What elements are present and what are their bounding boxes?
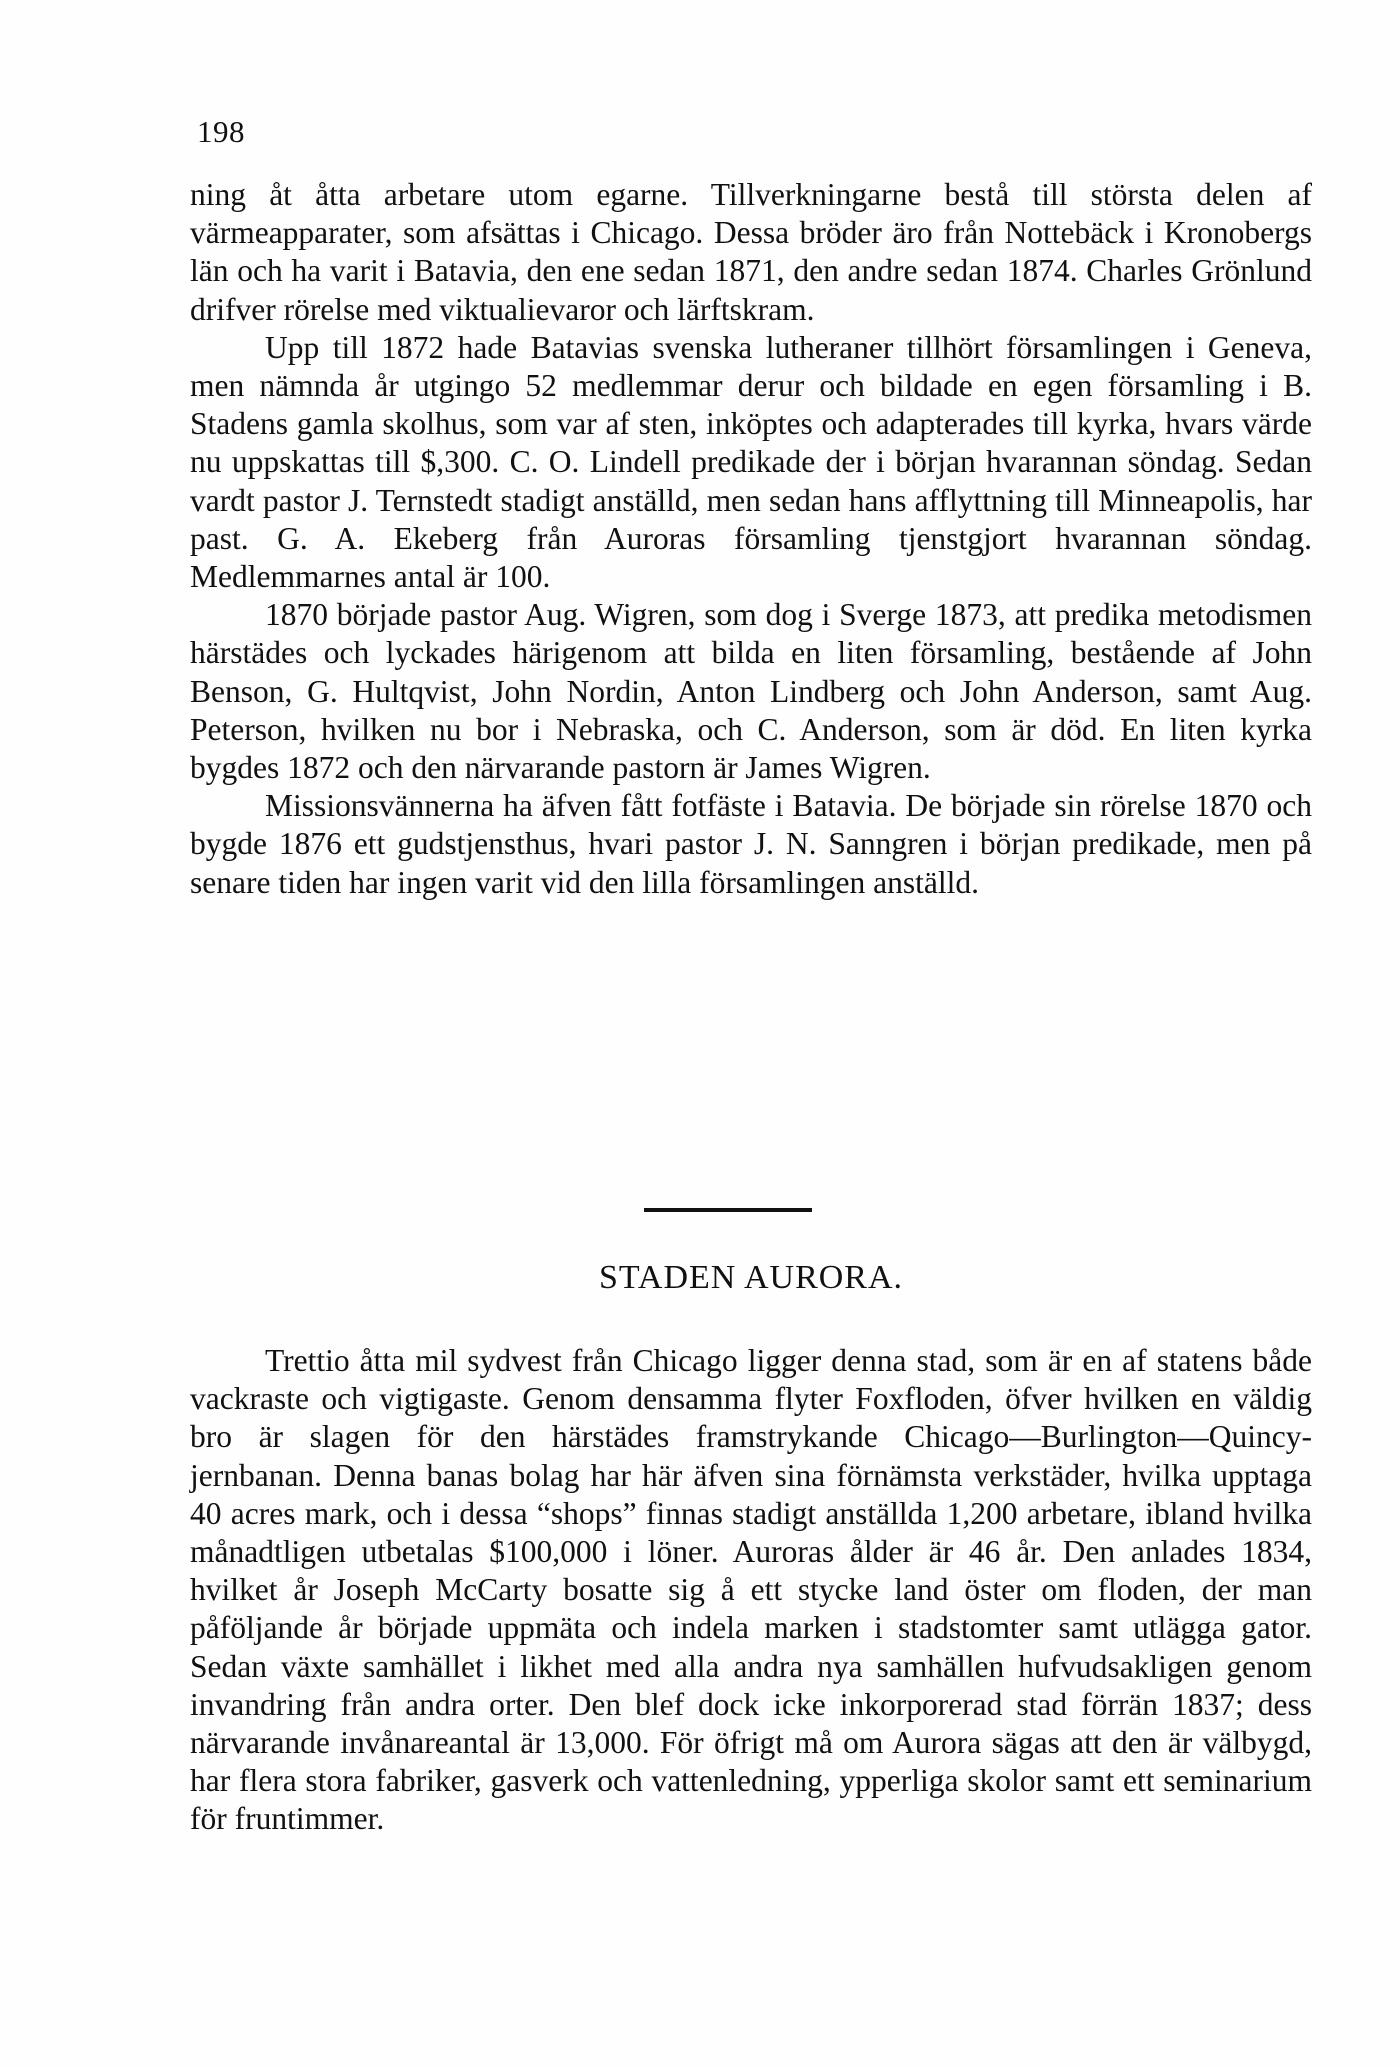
paragraph-methodism: 1870 började pastor Aug. Wigren, som dog i Sverge 1873, att predika metodismen härstädes och lyckades härigenom att bilda en liten församling, bestående af John Benson, G. Hultqvist, John Nordin, Anton Lindberg och John Anderson, samt Aug. Peterson, hvilken nu bor i Nebraska, och C. Anderson, som är död. En liten kyrka bygdes 1872 och den närvarande pastorn är James Wigren.: [190, 597, 1312, 786]
text-block-lower: [190, 1342, 1312, 1839]
text-block-upper: [190, 176, 1312, 902]
section-divider: [644, 1208, 812, 1212]
paragraph-mission-friends: Missionsvännerna ha äfven fått fotfäste i Batavia. De började sin rörelse 1870 och bygde 1876 ett gudstjensthus, hvari pastor J. N. Sanngren i början predikade, men på senare tiden har ingen varit vid den lilla församlingen anställd.: [190, 788, 1312, 900]
paragraph-lutheran-congregation: Upp till 1872 hade Batavias svenska lutheraner tillhört församlingen i Geneva, men nämnda år utgingo 52 medlemmar derur och bildade en egen församling i B. Stadens gamla skolhus, som var af sten, inköptes och adapterades till kyrka, hvars värde nu uppskattas till $,300. C. O. Lindell predikade der i början hvarannan söndag. Sedan vardt pastor J. Ternstedt stadigt anställd, men sedan hans afflyttning till Minneapolis, har past. G. A. Ekeberg från Auroras församling tjenstgjort hvarannan söndag. Medlemmarnes antal är 100.: [190, 329, 1312, 595]
page-number: 198: [197, 114, 245, 149]
paragraph-continued: ning åt åtta arbetare utom egarne. Tillverkningarne bestå till största delen af värmeapparater, som afsättas i Chicago. Dessa bröder äro från Nottebäck i Kronobergs län och ha varit i Batavia, den ene sedan 1871, den andre sedan 1874. Charles Grönlund drifver rörelse med viktualievaror och lärftskram.: [190, 177, 1312, 327]
paragraph-aurora-description: Trettio åtta mil sydvest från Chicago ligger denna stad, som är en af statens både vackraste och vigtigaste. Genom densamma flyter Foxfloden, öfver hvilken en väldig bro är slagen för den härstädes framstrykande Chicago—Burlington—Quincy-jernbanan. Denna banas bolag har här äfven sina förnämsta verkstäder, hvilka upptaga 40 acres mark, och i dessa “shops” finnas stadigt anställda 1,200 arbetare, ibland hvilka månadtligen utbetalas $100,000 i löner. Auroras ålder är 46 år. Den anlades 1834, hvilket år Joseph McCarty bosatte sig å ett stycke land öster om floden, der man påföljande år började uppmäta och indela marken i stadstomter samt utlägga gator. Sedan växte samhället i likhet med alla andra nya samhällen hufvudsakligen genom invandring från andra orter. Den blef dock icke inkorporerad stad förrän 1837; dess närvarande invånareantal är 13,000. För öfrigt må om Aurora sägas att den är välbygd, har flera stora fabriker, gasverk och vattenledning, ypperliga skolor samt ett seminarium för fruntimmer.: [190, 1343, 1312, 1837]
section-title: STADEN AURORA.: [598, 1259, 904, 1296]
